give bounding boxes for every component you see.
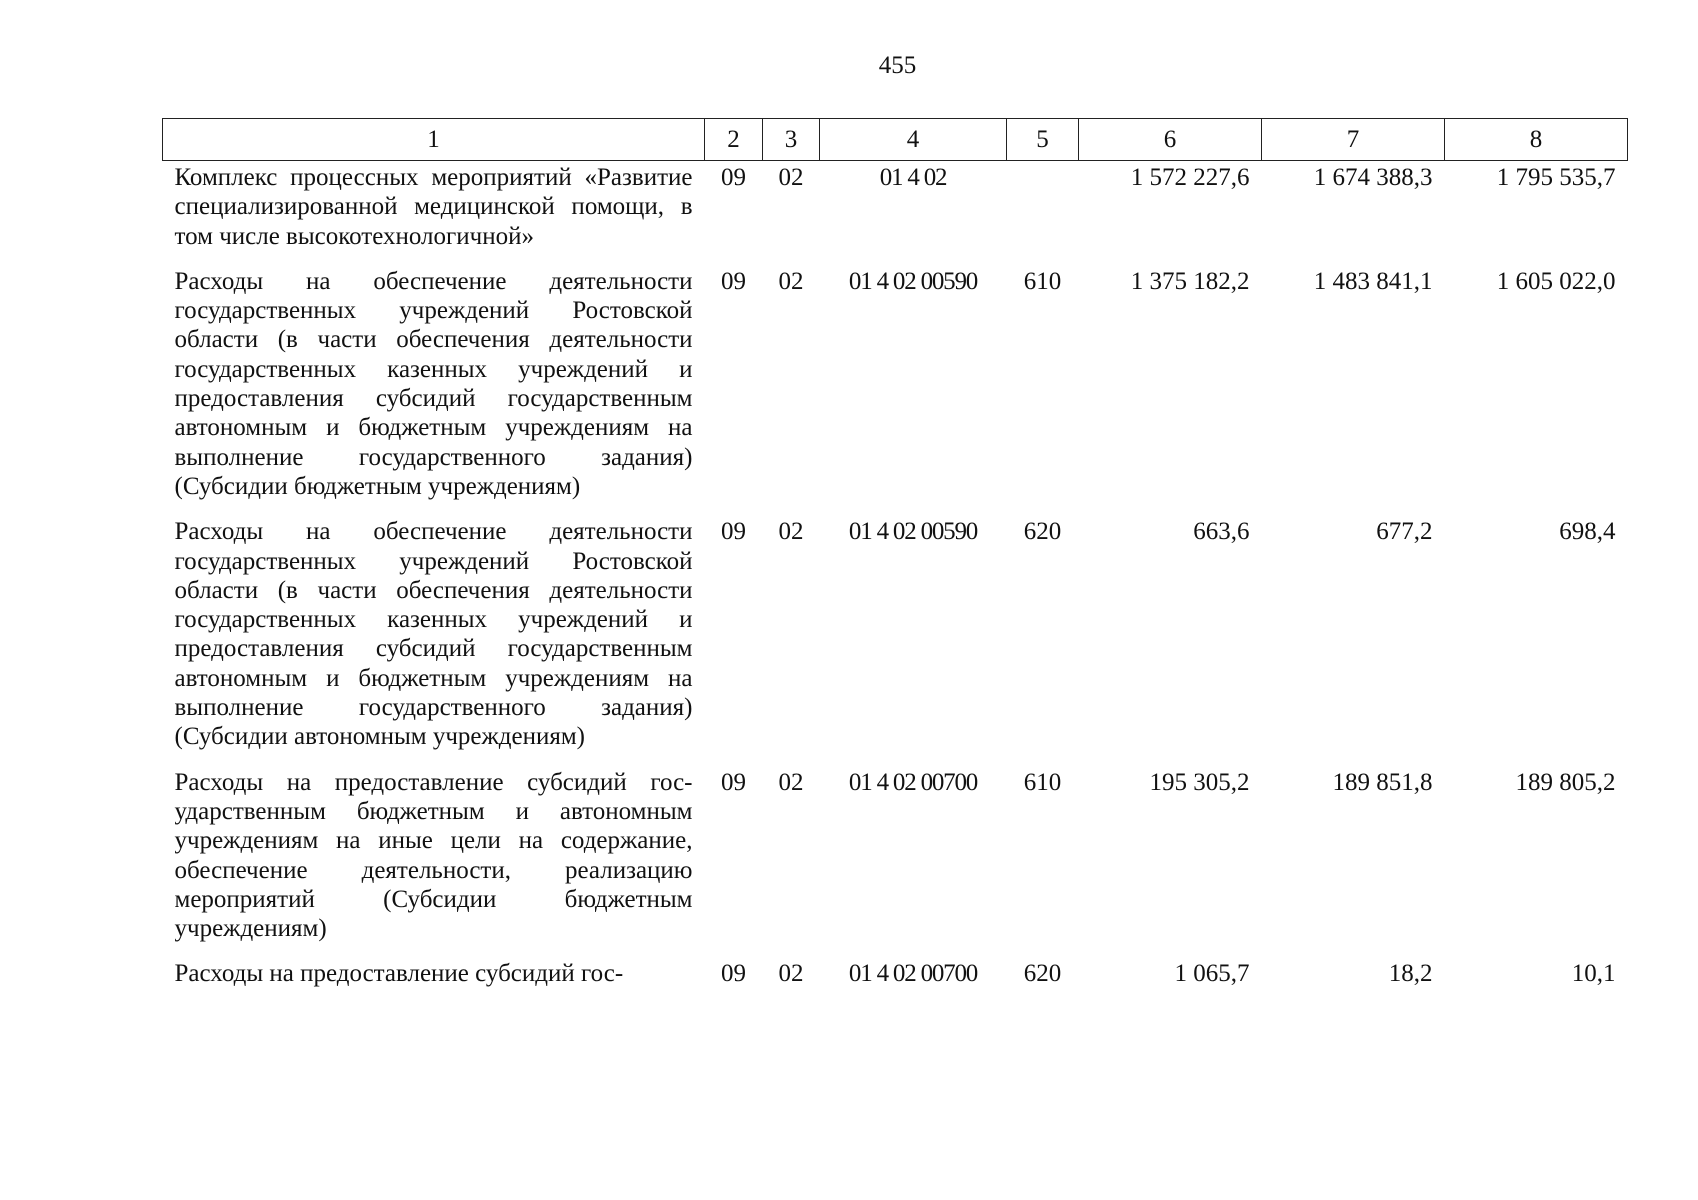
column-number-row <box>163 119 1628 161</box>
row-expense-type <box>1007 161 1079 265</box>
row-section: 09 <box>721 768 746 796</box>
row-amount-year-3: 1 605 022,0 <box>1496 267 1616 295</box>
row-subsection: 02 <box>778 267 804 295</box>
row-amount-year-3: 1 795 535,7 <box>1496 164 1616 191</box>
page-number: 455 <box>878 52 917 79</box>
row-expense-type: 620 <box>1023 960 1062 988</box>
row-name: Комплекс процессных мероприятий «Развитие специализированной медицинской помощи, в том числе высокотехнологичной» <box>174 164 693 250</box>
row-subsection: 02 <box>778 518 804 546</box>
row-target-article: 01 4 02 00590 <box>848 518 978 546</box>
row-expense-type: 620 <box>1023 518 1062 546</box>
row-amount-year-1: 663,6 <box>1193 518 1250 546</box>
column-header-5: 5 <box>1007 119 1079 161</box>
row-section: 09 <box>721 960 746 988</box>
row-amount-year-2: 1 483 841,1 <box>1313 267 1433 295</box>
column-header-3: 3 <box>763 119 820 161</box>
row-expense-type: 610 <box>1023 768 1062 796</box>
column-header-8: 8 <box>1445 119 1628 161</box>
row-amount-year-2: 18,2 <box>1388 960 1433 988</box>
row-amount-year-1: 1 065,7 <box>1174 960 1250 988</box>
table-row <box>163 161 1628 265</box>
row-subsection: 02 <box>778 960 804 988</box>
table-row <box>163 265 1628 515</box>
row-amount-year-1: 1 375 182,2 <box>1130 267 1250 295</box>
row-section: 09 <box>721 164 746 191</box>
column-header-2: 2 <box>705 119 763 161</box>
column-header-7: 7 <box>1262 119 1445 161</box>
row-amount-year-3: 189 805,2 <box>1515 768 1616 796</box>
row-amount-year-1: 1 572 227,6 <box>1130 164 1250 191</box>
row-name: Расходы на предоставление субсидий государственным бюджетным и автономным учреждениям на иные цели на содержание, обеспечение деятельности, реализацию мероприятий (Субсидии бюджетным учреждениям) <box>174 768 693 943</box>
row-amount-year-2: 1 674 388,3 <box>1313 164 1433 191</box>
table-row <box>163 766 1628 958</box>
column-header-6: 6 <box>1079 119 1262 161</box>
table-row <box>163 515 1628 765</box>
column-header-1: 1 <box>163 119 705 161</box>
row-target-article: 01 4 02 00590 <box>848 267 978 295</box>
row-amount-year-2: 677,2 <box>1376 518 1433 546</box>
row-name: Расходы на обеспечение деятельности государственных учреждений Ростовской области (в части обеспечения деятельности государственных казенных учреждений и предоставления субсидий государственным автономным и бюджетным учреждениям на выполнение государственного задания) (Субсидии бюджетным учреждениям) <box>174 267 693 500</box>
row-target-article: 01 4 02 <box>879 164 947 191</box>
table-row <box>163 957 1628 1002</box>
budget-table <box>162 118 1628 1003</box>
row-name: Расходы на обеспечение деятельности государственных учреждений Ростовской области (в части обеспечения деятельности государственных казенных учреждений и предоставления субсидий государственным автономным и бюджетным учреждениям на выполнение государственного задания) (Субсидии автономным учреждениям) <box>174 518 693 751</box>
row-subsection: 02 <box>778 768 804 796</box>
row-amount-year-1: 195 305,2 <box>1149 768 1250 796</box>
row-target-article: 01 4 02 00700 <box>848 960 978 988</box>
column-header-4: 4 <box>820 119 1007 161</box>
row-target-article: 01 4 02 00700 <box>848 768 978 796</box>
row-subsection: 02 <box>778 164 804 191</box>
row-expense-type: 610 <box>1023 267 1062 295</box>
row-section: 09 <box>721 518 746 546</box>
row-amount-year-2: 189 851,8 <box>1332 768 1433 796</box>
row-amount-year-3: 698,4 <box>1559 518 1616 546</box>
row-section: 09 <box>721 267 746 295</box>
row-name: Расходы на предоставление субсидий гос- <box>174 960 624 988</box>
row-amount-year-3: 10,1 <box>1571 960 1616 988</box>
